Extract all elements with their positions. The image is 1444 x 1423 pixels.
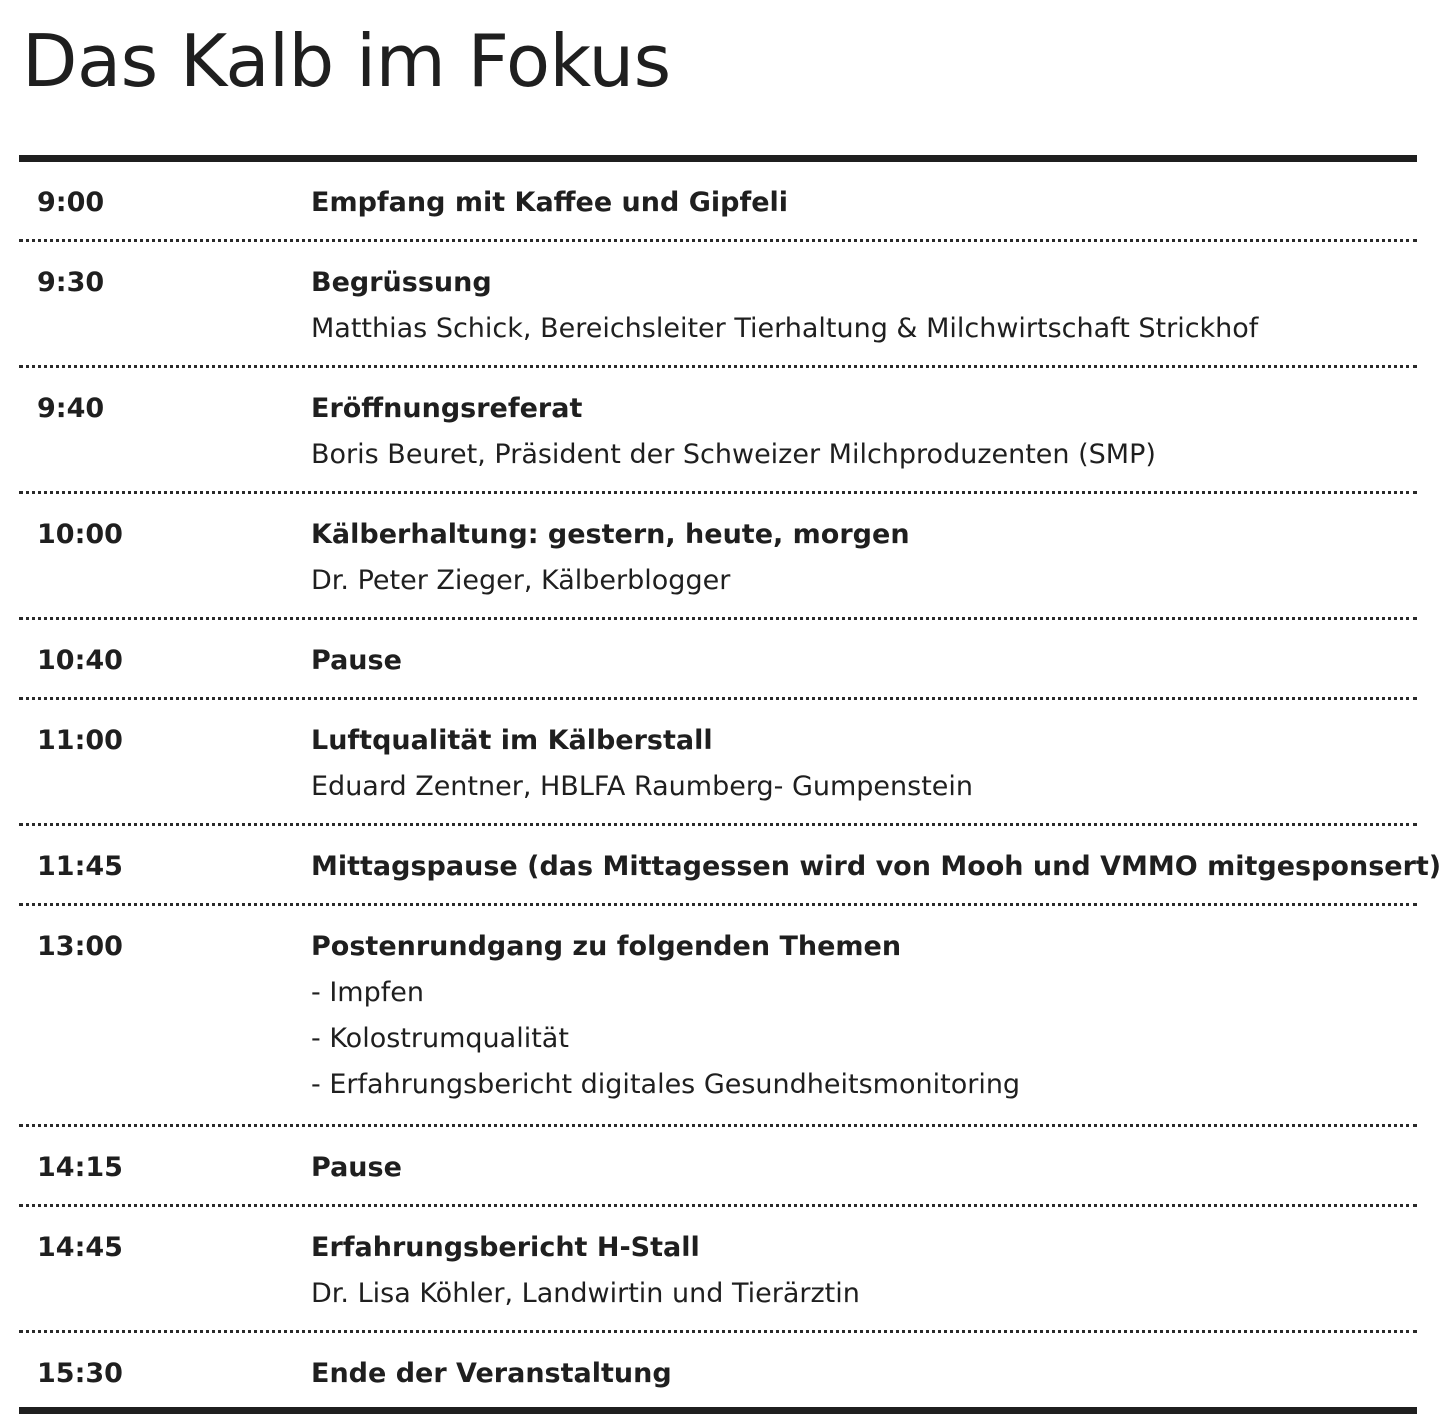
agenda-title: Eröffnungsreferat xyxy=(311,393,583,424)
agenda-row xyxy=(19,368,1417,494)
agenda-row xyxy=(19,162,1417,242)
agenda-time: 11:00 xyxy=(37,725,123,756)
agenda-title: Postenrundgang zu folgenden Themen xyxy=(311,931,902,962)
agenda-speaker: Dr. Lisa Köhler, Landwirtin und Tierärztin xyxy=(311,1278,860,1309)
agenda-content xyxy=(311,644,1417,678)
agenda-topic: - Impfen xyxy=(311,977,424,1008)
agenda-content xyxy=(311,724,1417,804)
agenda-row xyxy=(19,700,1417,826)
agenda-content xyxy=(311,266,1417,346)
agenda-title: Kälberhaltung: gestern, heute, morgen xyxy=(311,519,910,550)
agenda-title: Erfahrungsbericht H-Stall xyxy=(311,1232,700,1263)
agenda-title: Empfang mit Kaffee und Gipfeli xyxy=(311,187,789,218)
agenda-content xyxy=(311,1151,1417,1185)
agenda-title: Begrüssung xyxy=(311,267,492,298)
agenda-row xyxy=(19,620,1417,700)
agenda-topic: - Erfahrungsbericht digitales Gesundheitsmonitoring xyxy=(311,1069,1021,1100)
agenda-row xyxy=(19,242,1417,368)
agenda-time: 14:15 xyxy=(37,1152,123,1183)
page-title: Das Kalb im Fokus xyxy=(22,19,671,103)
agenda-topic: - Kolostrumqualität xyxy=(311,1023,569,1054)
agenda-speaker: Matthias Schick, Bereichsleiter Tierhaltung & Milchwirtschaft Strickhof xyxy=(311,313,1259,344)
agenda-content xyxy=(311,1357,1417,1391)
agenda-time: 9:00 xyxy=(37,187,105,218)
agenda-time: 15:30 xyxy=(37,1358,123,1389)
agenda-content xyxy=(311,186,1417,220)
agenda-speaker: Dr. Peter Zieger, Kälberblogger xyxy=(311,565,731,596)
agenda-title: Luftqualität im Kälberstall xyxy=(311,725,713,756)
agenda-time: 9:30 xyxy=(37,267,105,298)
agenda-time: 14:45 xyxy=(37,1232,123,1263)
agenda-time: 9:40 xyxy=(37,393,105,424)
agenda-row xyxy=(19,906,1417,1127)
agenda-title: Ende der Veranstaltung xyxy=(311,1358,672,1389)
agenda-title: Mittagspause (das Mittagessen wird von Mooh und VMMO mitgesponsert) xyxy=(311,851,1442,882)
agenda-time: 13:00 xyxy=(37,931,123,962)
agenda-content xyxy=(311,392,1417,472)
agenda-row xyxy=(19,1333,1417,1407)
agenda-time: 11:45 xyxy=(37,851,123,882)
agenda-content xyxy=(311,518,1417,598)
agenda-row xyxy=(19,1127,1417,1207)
agenda-title: Pause xyxy=(311,645,402,676)
agenda-speaker: Eduard Zentner, HBLFA Raumberg- Gumpenstein xyxy=(311,771,974,802)
agenda-content xyxy=(311,1231,1417,1311)
agenda-row xyxy=(19,1207,1417,1333)
agenda-time: 10:00 xyxy=(37,519,123,550)
agenda-title: Pause xyxy=(311,1152,402,1183)
agenda-row xyxy=(19,494,1417,620)
agenda-content xyxy=(311,850,1441,884)
agenda-speaker: Boris Beuret, Präsident der Schweizer Milchproduzenten (SMP) xyxy=(311,439,1156,470)
agenda-table xyxy=(19,155,1442,1414)
agenda-content xyxy=(311,930,1417,1102)
agenda-time: 10:40 xyxy=(37,645,123,676)
agenda-row xyxy=(19,826,1442,906)
